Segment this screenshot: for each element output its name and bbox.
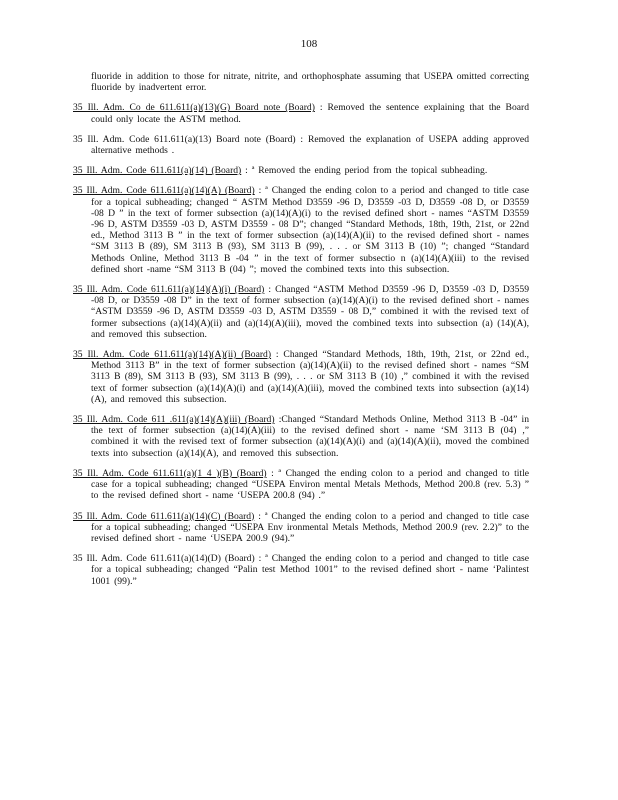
entry-text: 35 Ill. Adm. Code 611.611(a)(13) Board note (Board) : Removed the explanation of USEPA adding approved alternative methods . [73,133,529,157]
entry-611-611-a-14-d [73,553,529,587]
entry-611-611-a-13-g-board-note [73,102,529,124]
entry-611-611-a-14 [73,165,529,176]
page-number: 108 [300,38,318,50]
entry-text: : Changed “ASTM Method D3559 -96 D, D3559 -03 D, D3559 -08 D, or D3559 -08 D” in the text of former subsection (a)(14)(A)(i) to the revised defined short - names “ASTM D3559 -96 D, ASTM D3559 -03 D, ASTM D3559 - 08 D,” combined it with the revised text of former subsections (a)(14)(A)(ii) and (a)(14)(A)(iii), moved the combined texts into subsection (a) (14)(A), and removed this subsection. [91,284,529,340]
entry-text: : ª Changed the ending colon to a period and changed to title case for a topical subheading; changed “ ASTM Method D3559 -96 D, D3559 -03 D, D3559 -08 D, or D3559 -08 D ” in the text of former subsection (a)(14)(A)(i) to the revised defined short - names “ASTM D3559 -96 D, ASTM D3559 -03 D, ASTM D3559 - 08 D”; changed “Standard Methods, 18th, 19th, 21st, or 22nd ed., Method 3113 B ” in the text of former subsection (a)(14)(A)(ii) to the revised defined short - names “SM 3113 B (89), SM 3113 B (93), SM 3113 B (99), . . . or SM 3113 B (10) ”; changed “Standard Methods Online, Method 3113 B -04 ” in the text of former subsectio n (a)(14)(A)(iii) to the revised defined short -name “SM 3113 B (04) ”; moved the combined texts into this subsection. [91,185,529,275]
entry-text: : ª Changed the ending colon to a period and changed to title case for a topical subheading; changed “USEPA Env ironmental Metals Methods, Method 200.9 (rev. 2.2)” to the revised defined short - name ‘USEPA 200.9 (94).” [91,510,529,544]
entry-continuation [73,71,529,93]
entry-citation: 35 Ill. Adm. Code 611 .611(a)(14)(A)(iii) (Board) [73,414,275,426]
entry-citation: 35 Ill. Adm. Code 611.611(a)(14)(A)(i) (Board) [73,284,265,296]
entry-text: 35 Ill. Adm. Code 611.611(a)(14)(D) (Board) : ª Changed the ending colon to a period and changed to title case for a topical subheading; changed “Palin test Method 1001” to the revised defined short - name ‘Palintest 1001 (99).” [73,553,529,587]
entry-text: : Changed “Standard Methods, 18th, 19th, 21st, or 22nd ed., Method 3113 B” in the text of former subsection (a)(14)(A)(ii) to the revised defined short - names “SM 3113 B (89), SM 3113 B (93), SM 3113 B (99), . . . or SM 3113 B (10) ,” combined it with the revised text of former subsection (a)(14)(A)(i) and (a)(14)(A)(iii), moved the combined texts into subsection (a)(14)(A), and removed this subsection. [91,349,530,405]
entry-611-611-a-14-b [73,468,529,502]
entry-citation: 35 Ill. Adm. Code 611.611(a)(14)(A) (Board) [73,185,255,197]
entry-611-611-a-14-a-i [73,284,529,340]
entry-citation: 35 Ill. Adm. Code 611.611(a)(14)(C) (Board) [73,510,255,522]
entry-611-611-a-14-c [73,511,529,545]
entry-citation: 35 Ill. Adm. Code 611.611(a)(14) (Board) [73,165,242,177]
entry-citation: 35 Ill. Adm. Co de 611.611(a)(13)(G) Board note (Board) [73,102,315,114]
entry-611-611-a-14-a-ii [73,349,529,405]
entry-text: fluoride in addition to those for nitrate, nitrite, and orthophosphate assuming that USEPA omitted correcting fluoride by inadvertent error. [91,71,529,94]
entry-citation: 35 Ill. Adm. Code 611.611(a)(14)(A)(ii) (Board) [73,349,272,361]
entry-text: : ª Changed the ending colon to a period and changed to title case for a topical subheading; changed “USEPA Environ mental Metals Methods, Method 200.8 (rev. 5.3) ” to the revised defined short - name ‘USEPA 200.8 (94) .” [91,467,529,502]
entry-citation: 35 Ill. Adm. Code 611.611(a)(1 4 )(B) (Board) [73,467,267,479]
entry-611-611-a-14-a-iii [73,414,529,459]
entry-text: :Changed “Standard Methods Online, Method 3113 B -04” in the text of former subsection (a)(14)(A)(iii) to the revised defined short - name ‘SM 3113 B (04) ,” combined it with the revised text of former subsection (a)(14)(A)(i) and (a)(14)(A)(ii), moved the combined texts into subsection (a)(14)(A), and removed this subsection. [91,414,529,459]
entry-611-611-a-14-a [73,185,529,275]
entry-text: : ª Removed the ending period from the topical subheading. [241,165,488,177]
document-body [73,71,529,596]
entry-text: : Removed the sentence explaining that the Board could only locate the ASTM method. [91,102,529,125]
entry-611-611-a-13-board-note [73,134,529,156]
